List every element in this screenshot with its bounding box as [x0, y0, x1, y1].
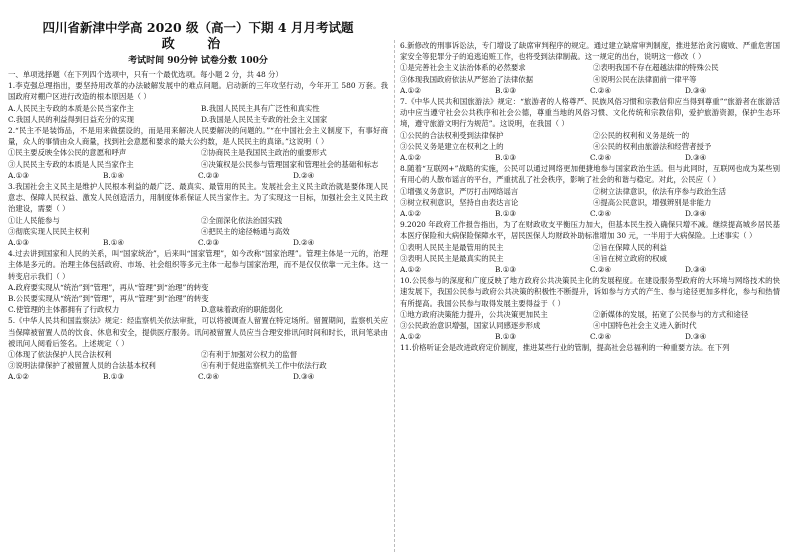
answer-option: B.①③	[495, 209, 517, 219]
answer-option: ①公民的合法权利受到法律保护	[400, 130, 504, 140]
answer-option: D.③④	[685, 153, 707, 163]
answer-option: C.②④	[590, 209, 611, 219]
answer-option: ①民主要反映全体公民的意愿和呼声	[8, 148, 127, 158]
right-questions	[400, 40, 780, 354]
answer-option: ①体现了依法保护人民合法权利	[8, 350, 112, 360]
answer-option: ①增强义务意识，严厉打击网络谣言	[400, 186, 519, 196]
answer-option: A.①②	[400, 265, 421, 275]
question-stem: 9.2020 年政府工作报告指出，为了在财政收支平衡压力加大，但基本民生投入确保只增不减。继续提高城乡居民基本医疗保险和大病保险保障水平，居民医保人均财政补助标准增加 30 元，一半用于大病保险。上述事实（ ）	[400, 220, 780, 241]
answer-option: C.②④	[590, 265, 611, 275]
answer-option: ③公民义务是建立在权利之上的	[400, 141, 504, 151]
answer-option: ④中国特色社会主义进入新时代	[593, 321, 697, 331]
answer-option: ③人民民主专政的本质是人民当家作主	[8, 159, 134, 169]
answer-option: D.③④	[685, 332, 707, 342]
answer-option: C.②④	[198, 372, 219, 382]
answer-options	[400, 242, 780, 264]
answer-option: C.②④	[590, 85, 611, 95]
answer-option: D.③④	[685, 209, 707, 219]
answer-option: ②协商民主是我国民主政治的重要形式	[201, 148, 327, 158]
answer-option: ②有利于加强对公权力的监督	[201, 350, 298, 360]
answer-options	[8, 237, 388, 248]
answer-option: C.②④	[590, 153, 611, 163]
answer-option: ②旨在保障人民的利益	[593, 242, 667, 252]
answer-option: B.我国人民民主具有广泛性和真实性	[201, 103, 320, 113]
answer-option: D.我国是人民民主专政的社会主义国家	[201, 114, 328, 124]
question-stem: 8.随着“互联网+”战略的实施，公民可以通过网络更加便捷地参与国家政治生活。但与此同时，互联网也成为某些别有用心的人散布谣言的平台，严重扰乱了社会秩序，影响了社会的和谐与稳定。对此，公民应（ ）	[400, 164, 780, 185]
answer-option: ②表明我国不存在超越法律的特殊公民	[593, 63, 719, 73]
answer-option: D.②④	[293, 238, 315, 248]
answer-option: A.人民民主专政的本质是公民当家作主	[8, 103, 134, 113]
right-column	[400, 40, 780, 354]
answer-option: B.①④	[103, 238, 125, 248]
answer-options	[8, 147, 388, 169]
answer-option: A.①③	[8, 170, 29, 180]
answer-options	[8, 349, 388, 371]
question-stem: 7.《中华人民共和国旅游法》规定：“旅游者的人格尊严、民族风俗习惯和宗教信仰应当得到尊重”“旅游者在旅游活动中应当遵守社会公共秩序和社会公德，尊重当地的风俗习惯、文化传统和宗教信仰，爱护旅游资源，保护生态环境，遵守旅游文明行为规范”。这说明，在我国（ ）	[400, 97, 780, 129]
answer-option: D.②④	[293, 170, 315, 180]
answer-option: A.①③	[8, 238, 29, 248]
answer-option: C.②③	[198, 238, 219, 248]
answer-option: D.③④	[685, 265, 707, 275]
answer-options	[8, 304, 388, 315]
left-column	[8, 20, 388, 383]
answer-option: A.①②	[400, 209, 421, 219]
answer-option: B.公民要实现从“统治”到“管理”，再从“管理”到“治理”的转变	[8, 294, 209, 304]
question-stem: 11.价格听证会是改进政府定价制度，推进某些行业的管制，提高社会总福利的一种重要方法。在下列	[400, 343, 730, 353]
question-stem: 5.《中华人民共和国监察法》规定：经监察机关依法审批，可以将被调查人留置在特定场所。留置期间，监察机关应当保障被留置人员的饮食、休息和安全，提供医疗服务。讯问被留置人员应当合理安排讯问时间和时长，讯问笔录由被讯问人阅看后签名。上述规定（ ）	[8, 316, 388, 348]
answer-option: ①是完善社会主义法治体系的必然要求	[400, 63, 526, 73]
answer-option: ③说明法律保护了被留置人员的合法基本权利	[8, 361, 156, 371]
answer-options	[400, 62, 780, 84]
answer-option: ④决策权是公民参与管理国家和管理社会的基础和标志	[201, 159, 379, 169]
answer-options	[8, 170, 388, 181]
answer-option: ①让人民能参与	[8, 215, 60, 225]
answer-option: ④有利于促进监察机关工作中依法行政	[201, 361, 327, 371]
question-stem: 6.新修改的刑事诉讼法，专门增设了缺席审判程序的规定。通过建立缺席审判制度，推进惩治贪污腐败、严重危害国家安全等犯罪分子的追逃追赃工作，也将受到法律制裁。这一规定的出台，说明这一修改（ ）	[400, 41, 780, 62]
answer-option: ①表明人民民主是最管用的民主	[400, 242, 504, 252]
exam-subject: 政 治	[161, 37, 235, 52]
answer-option: ②全面深化依法治国实践	[201, 215, 283, 225]
answer-option: C.②④	[590, 332, 611, 342]
answer-option: ①地方政府决策能力提升，公共决策更加民主	[400, 309, 548, 319]
question-stem: 4.过去讲到国家和人民的关系，叫“国家统治”，后来叫“国家管理”，如今改称“国家治理”。管理主体是一元的，治理主体是多元的。治理主体包括政府、市场、社会组织等多元主体一起参与国家治理，而不是仅仅依靠一元主体。这一转变启示我们（ ）	[8, 249, 388, 281]
answer-options	[400, 264, 780, 275]
answer-options	[8, 103, 388, 125]
answer-option: D.意味着政府的职能弱化	[201, 305, 283, 315]
answer-option: B.①③	[103, 372, 125, 382]
answer-option: ②新媒体的发展，拓宽了公民参与的方式和途径	[593, 309, 749, 319]
answer-option: ③公民政治意识增强，国家认同感逐步形成	[400, 321, 541, 331]
answer-option: C.使管理的主体都拥有了行政权力	[8, 305, 120, 315]
answer-option: ③彻底实现人民民主权利	[8, 226, 90, 236]
answer-options	[8, 371, 388, 382]
answer-option: ③体现我国政府依法从严惩治了法律依据	[400, 74, 534, 84]
answer-option: A.①②	[400, 85, 421, 95]
answer-option: ②树立法律意识，依法有序参与政治生活	[593, 186, 727, 196]
answer-option: D.③④	[293, 372, 315, 382]
answer-options	[8, 282, 388, 304]
answer-option: A.政府要实现从“统治”到“管理”，再从“管理”到“治理”的转变	[8, 282, 209, 292]
left-questions	[8, 80, 388, 382]
answer-option: B.①④	[103, 170, 125, 180]
answer-option: ③树立权利意识，坚持自由表达言论	[400, 197, 519, 207]
section-heading: 一、单项选择题（在下列四个选项中，只有一个最优选项。每小题 2 分，共 48 分）	[8, 70, 283, 79]
exam-meta: 考试时间 90分钟 试卷分数 100分	[128, 56, 268, 66]
answer-option: A.①②	[400, 332, 421, 342]
answer-option: A.①②	[8, 372, 29, 382]
answer-options	[400, 85, 780, 96]
answer-option: ④提高公民意识，增强辨别是非能力	[593, 197, 712, 207]
answer-option: ③表明人民民主是最真实的民主	[400, 253, 504, 263]
answer-options	[400, 331, 780, 342]
answer-option: ④说明公民在法律面前一律平等	[593, 74, 697, 84]
answer-option: B.①③	[495, 265, 517, 275]
answer-option: C.②③	[198, 170, 219, 180]
answer-option: A.①②	[400, 153, 421, 163]
answer-options	[400, 186, 780, 208]
answer-option: ④把民主的途径畅通与高效	[201, 226, 290, 236]
answer-options	[400, 130, 780, 152]
answer-option: B.①③	[495, 153, 517, 163]
answer-options	[400, 208, 780, 219]
question-stem: 1.李克强总理指出，要坚持用改革的办法破解发展中的难点问题。启动新的三年攻坚行动，今年开工 580 万套。我国政府对棚户区进行改造的根本原因是（ ）	[8, 81, 388, 102]
question-stem: 2.“民主不是装饰品，不是用来做摆设的，而是用来解决人民要解决的问题的。”“在中国社会主义制度下，有事好商量，众人的事情由众人商量，找到社会意愿和要求的最大公约数，是人民民主的真谛。”这说明（ ）	[8, 126, 388, 147]
answer-option: ②公民的权利和义务是统一的	[593, 130, 690, 140]
answer-options	[400, 152, 780, 163]
answer-option: D.③④	[685, 85, 707, 95]
answer-option: ④旨在树立政府的权威	[593, 253, 667, 263]
exam-title: 四川省新津中学高 2020 级（高一）下期 4 月月考试题	[42, 20, 354, 35]
answer-option: C.我国人民的利益得到日益充分的实现	[8, 114, 134, 124]
answer-options	[8, 215, 388, 237]
answer-option: B.①③	[495, 332, 517, 342]
answer-option: ④公民的权利由旅游法和经营者授予	[593, 141, 712, 151]
question-stem: 10.公民参与的深度和广度反映了地方政府公共决策民主化的发展程度。在建设服务型政府的大环境与网络技术的快速发展下，我国公民参与政府公共决策的积极性不断提升，诉如参与方式的产生、参与途径更加多样化，参与和热情有所提高。我国公民参与取得发展主要得益于（ ）	[400, 276, 780, 308]
question-stem: 3.我国社会主义民主是维护人民根本利益的最广泛、最真实、最管用的民主。发展社会主义民主政治就是要体现人民意志、保障人民权益、激发人民创造活力，用制度体系保证人民当家作主。为了实现这一目标，加强社会主义民主政治建设，需要（ ）	[8, 182, 388, 214]
column-divider	[394, 40, 395, 552]
answer-options	[400, 309, 780, 331]
answer-option: B.①③	[495, 85, 517, 95]
